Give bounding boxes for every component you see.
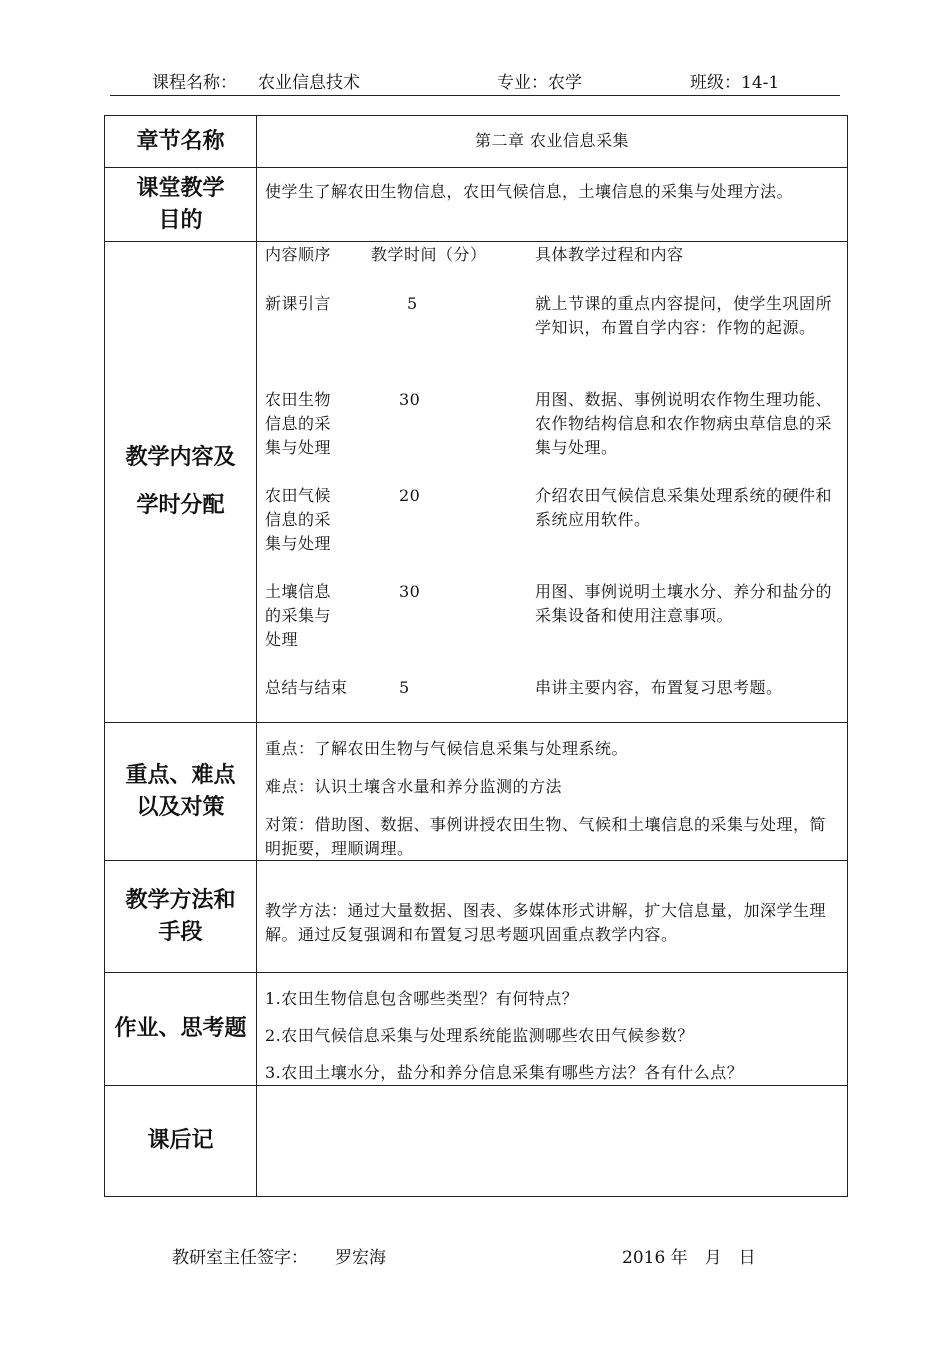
content-row-time: 30 [399, 582, 421, 601]
difficulty-text: 难点：认识土壤含水量和养分监测的方法 [265, 777, 563, 796]
objective-text: 使学生了解农田生物信息，农田气候信息，土壤信息的采集与处理方法。 [265, 182, 794, 201]
keypoints-label-line2: 以及对策 [136, 794, 225, 820]
key-point-text: 重点：了解农田生物与气候信息采集与处理系统。 [265, 739, 629, 758]
methods-label-line1: 教学方法和 [125, 887, 236, 913]
methods-row [105, 860, 847, 972]
course-name-value: 农业信息技术 [258, 73, 360, 93]
content-row-order: 农田气候信息的采集与处理 [265, 486, 332, 553]
keypoints-row [105, 722, 847, 860]
content-header-time: 教学时间（分） [371, 245, 487, 264]
objective-label [105, 168, 257, 241]
chapter-row [105, 116, 847, 167]
notes-label: 课后记 [105, 1086, 257, 1196]
homework-item: 3.农田土壤水分，盐分和养分信息采集有哪些方法？各有什么点？ [265, 1063, 744, 1082]
homework-label: 作业、思考题 [105, 973, 257, 1085]
signature-label: 教研室主任签字： [172, 1248, 308, 1268]
content-row-detail: 用图、数据、事例说明农作物生理功能、农作物结构信息和农作物病虫草信息的采集与处理。 [535, 390, 833, 457]
methods-label-line2: 手段 [158, 919, 203, 945]
chapter-name: 第二章 农业信息采集 [474, 131, 630, 150]
lesson-plan-table [104, 115, 848, 1197]
content-header-order: 内容顺序 [265, 245, 332, 264]
notes-cell [257, 1086, 847, 1196]
content-row-order: 新课引言 [265, 294, 332, 313]
objective-label-line2: 目的 [158, 207, 203, 233]
content-row-detail: 用图、事例说明土壤水分、养分和盐分的采集设备和使用注意事项。 [535, 582, 833, 625]
chapter-label: 章节名称 [105, 116, 257, 167]
methods-text: 教学方法：通过大量数据、图表、多媒体形式讲解，扩大信息量，加深学生理解。通过反复强调和布置复习思考题巩固重点教学内容。 [265, 901, 827, 944]
keypoints-cell [257, 723, 847, 860]
chapter-cell [257, 116, 847, 167]
content-row-detail: 介绍农田气候信息采集处理系统的硬件和系统应用软件。 [535, 486, 833, 529]
content-label-line2: 学时分配 [136, 493, 225, 518]
content-label-line1: 教学内容及 [125, 445, 236, 470]
content-row-detail: 串讲主要内容，布置复习思考题。 [535, 678, 783, 697]
homework-row [105, 972, 847, 1085]
homework-item: 1.农田生物信息包含哪些类型？有何特点？ [265, 989, 579, 1008]
header-divider [110, 95, 840, 96]
homework-cell [257, 973, 847, 1085]
signature-name: 罗宏海 [335, 1248, 386, 1268]
content-row-order: 土壤信息的采集与处理 [265, 582, 332, 649]
content-row-time: 30 [399, 390, 421, 409]
methods-cell [257, 861, 847, 972]
content-row-time: 5 [407, 294, 418, 313]
content-row-order: 总结与结束 [265, 678, 348, 697]
content-header-detail: 具体教学过程和内容 [535, 245, 684, 264]
content-row-time: 20 [399, 486, 421, 505]
content-cell [257, 242, 847, 722]
content-row-order: 农田生物信息的采集与处理 [265, 390, 332, 457]
strategy-text: 对策：借助图、数据、事例讲授农田生物、气候和土壤信息的采集与处理，简明扼要，理顺调理。 [265, 815, 827, 858]
content-row [105, 241, 847, 722]
homework-item: 2.农田气候信息采集与处理系统能监测哪些农田气候参数？ [265, 1026, 694, 1045]
content-row-time: 5 [399, 678, 410, 697]
keypoints-label-line1: 重点、难点 [125, 762, 236, 788]
methods-label [105, 861, 257, 972]
content-label [105, 242, 257, 722]
major-text: 专业：农学 [497, 73, 582, 93]
objective-label-line1: 课堂教学 [136, 175, 225, 201]
content-row-detail: 就上节课的重点内容提问，使学生巩固所学知识，布置自学内容：作物的起源。 [535, 294, 833, 337]
class-text: 班级：14-1 [690, 73, 780, 93]
notes-row [105, 1085, 847, 1196]
date-text: 2016 年 月 日 [622, 1248, 756, 1268]
keypoints-label [105, 723, 257, 860]
objective-cell [257, 168, 847, 241]
objective-row [105, 167, 847, 241]
course-name-label: 课程名称： [152, 73, 237, 93]
